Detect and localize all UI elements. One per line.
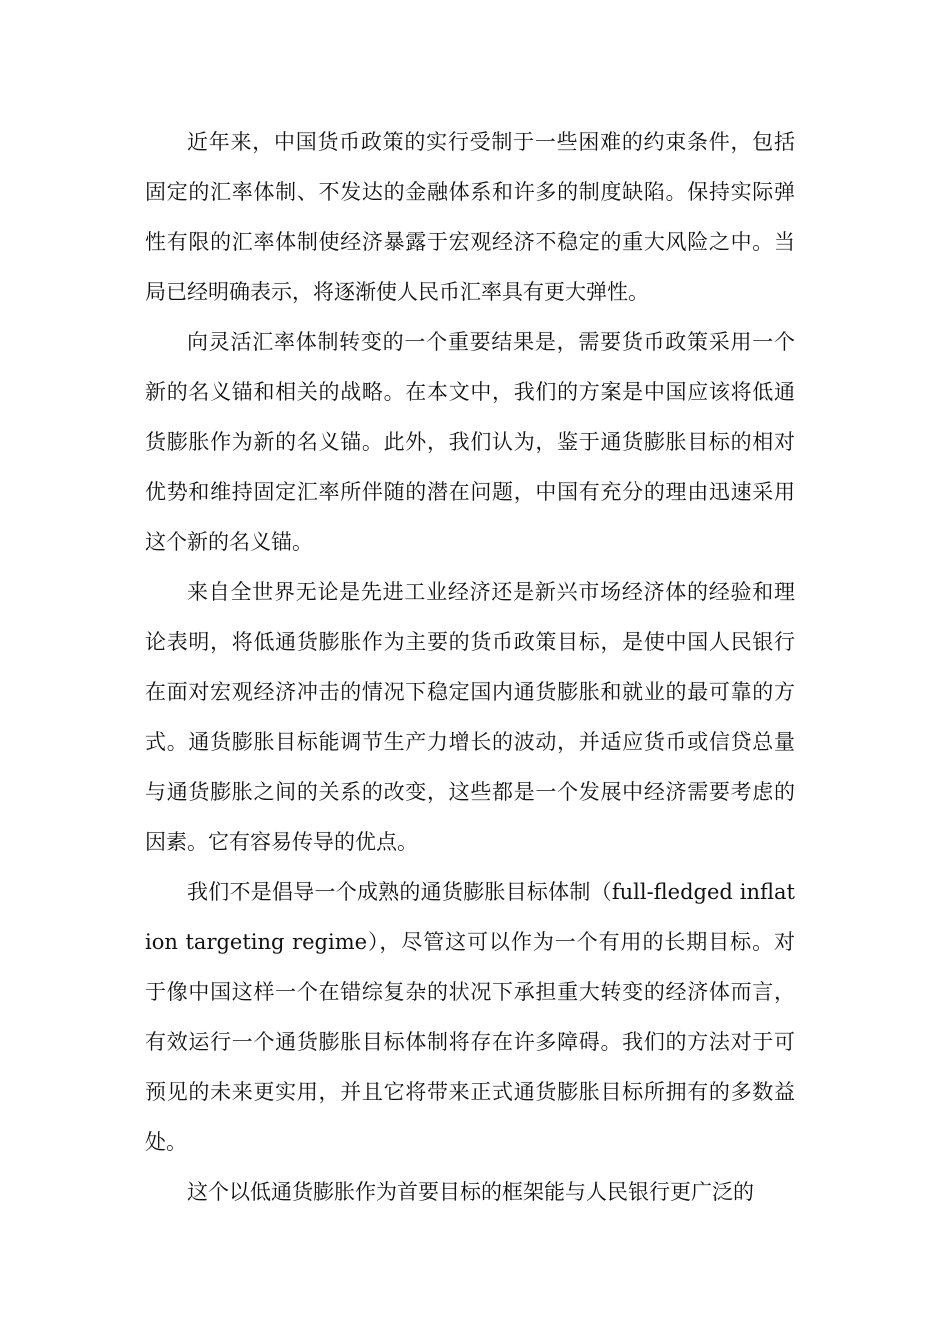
paragraph-2: 向灵活汇率体制转变的一个重要结果是，需要货币政策采用一个新的名义锚和相关的战略。在本文中，我们的方案是中国应该将低通货膨胀作为新的名义锚。此外，我们认为，鉴于通货膨胀目标的相对优势和维持固定汇率所伴随的潜在问题，中国有充分的理由迅速采用这个新的名义锚。 bbox=[145, 330, 795, 554]
body-text bbox=[145, 117, 795, 1217]
paragraph-1: 近年来，中国货币政策的实行受制于一些困难的约束条件，包括固定的汇率体制、不发达的金融体系和许多的制度缺陷。保持实际弹性有限的汇率体制使经济暴露于宏观经济不稳定的重大风险之中。当局已经明确表示，将逐渐使人民币汇率具有更大弹性。 bbox=[145, 130, 795, 304]
paragraph-4: 我们不是倡导一个成熟的通货膨胀目标体制（full-fledged inflation targeting regime），尽管这可以作为一个有用的长期目标。对于像中国这样一个在错综复杂的状况下承担重大转变的经济体而言，有效运行一个通货膨胀目标体制将存在许多障碍。我们的方法对于可预见的未来更实用，并且它将带来正式通货膨胀目标所拥有的多数益处。 bbox=[145, 880, 795, 1154]
paragraph-5: 这个以低通货膨胀作为首要目标的框架能与人民银行更广泛的 bbox=[187, 1180, 754, 1204]
paragraph-3: 来自全世界无论是先进工业经济还是新兴市场经济体的经验和理论表明，将低通货膨胀作为主要的货币政策目标，是使中国人民银行在面对宏观经济冲击的情况下稳定国内通货膨胀和就业的最可靠的方式。通货膨胀目标能调节生产力增长的波动，并适应货币或信贷总量与通货膨胀之间的关系的改变，这些都是一个发展中经济需要考虑的因素。它有容易传导的优点。 bbox=[145, 580, 795, 854]
